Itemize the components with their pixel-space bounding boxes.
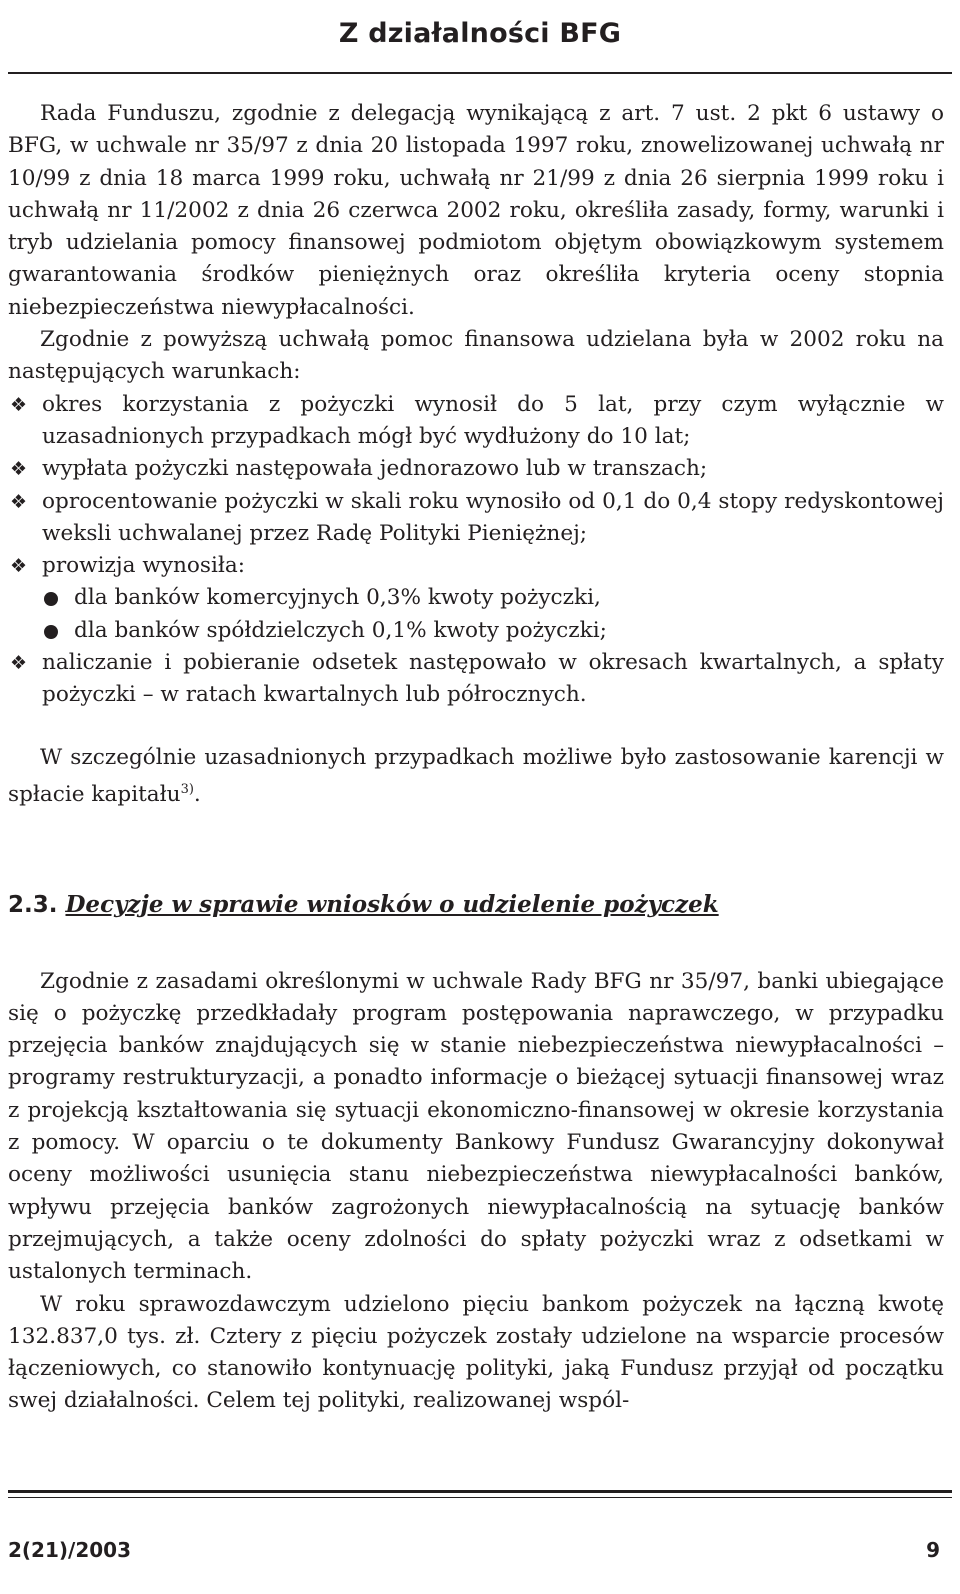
footer-issue: 2(21)/2003 [8, 1538, 131, 1562]
paragraph-3-text: W szczególnie uzasadnionych przypadkach możliwe było zastosowanie karencji w spłacie kapitału [8, 744, 944, 807]
section-heading [8, 889, 944, 921]
list-item-text: prowizja wynosiła: [42, 553, 246, 579]
commission-sublist [42, 582, 944, 647]
diamond-bullet-icon: ❖ [10, 458, 28, 481]
footer-rule-thick [8, 1490, 952, 1493]
diamond-bullet-icon: ❖ [10, 555, 28, 578]
list-item [8, 550, 944, 647]
section-number: 2.3. [8, 892, 58, 919]
conditions-list [8, 389, 944, 712]
paragraph-3-end: . [193, 781, 201, 807]
list-item [8, 389, 944, 454]
page-header-title: Z działalności BFG [338, 18, 622, 49]
dot-bullet-icon [44, 592, 58, 606]
sub-list-item-text: dla banków spółdzielczych 0,1% kwoty pożyczki; [74, 617, 607, 643]
sub-list-item-text: dla banków komercyjnych 0,3% kwoty pożyczki, [74, 585, 601, 611]
section-title: Decyzje w sprawie wniosków o udzielenie pożyczek [65, 891, 719, 919]
paragraph-2: Zgodnie z powyższą uchwałą pomoc finansowa udzielana była w 2002 roku na następujących warunkach: [8, 327, 944, 385]
footer-rule-thin [8, 1497, 952, 1498]
sub-list-item [42, 615, 944, 647]
paragraph-5: W roku sprawozdawczym udzielono pięciu bankom pożyczek na łączną kwotę 132.837,0 tys. zł. Cztery z pięciu pożyczek zostały udzielone na wsparcie procesów łączeniowych, co stanowiło kontynuację polityki, jaką Fundusz przyjął od początku swej działalności. Celem tej polityki, realizowanej wspól- [8, 1291, 944, 1414]
page-body [8, 98, 944, 1418]
list-item-text: naliczanie i pobieranie odsetek następowało w okresach kwartalnych, a spłaty pożyczki – w ratach kwartalnych lub półrocznych. [42, 650, 944, 708]
list-item [8, 647, 944, 712]
paragraph-4: Zgodnie z zasadami określonymi w uchwale Rady BFG nr 35/97, banki ubiegające się o pożyczkę przedkładały program postępowania naprawczego, w przypadku przejęcia banków znajdujących się w stanie niebezpieczeństwa niewypłacalności – programy restrukturyzacji, a ponadto informacje o bieżącej sytuacji finansowej wraz z projekcją kształtowania się sytuacji ekonomiczno-finansowej w okresie korzystania z pomocy. W oparciu o te dokumenty Bankowy Fundusz Gwarancyjny dokonywał oceny możliwości usunięcia stanu niebezpieczeństwa niewypłacalności banków, wpływu przejęcia banków zagrożonych niewypłacalnością na sytuację banków przejmujących, a także oceny zdolności do spłaty pożyczki wraz z odsetkami w ustalonych terminach. [8, 968, 944, 1285]
list-item [8, 486, 944, 551]
list-item [8, 453, 944, 485]
header-rule [8, 72, 952, 74]
dot-bullet-icon [44, 625, 58, 639]
list-item-text: wypłata pożyczki następowała jednorazowo lub w transzach; [42, 456, 708, 482]
list-item-text: okres korzystania z pożyczki wynosił do 5 lat, przy czym wyłącznie w uzasadnionych przypadkach mógł być wydłużony do 10 lat; [42, 391, 944, 449]
list-item-text: oprocentowanie pożyczki w skali roku wynosiło od 0,1 do 0,4 stopy redyskontowej weksli uchwalanej przez Radę Polityki Pieniężnej; [42, 488, 944, 546]
diamond-bullet-icon: ❖ [10, 393, 28, 416]
footnote-reference: 3) [180, 781, 194, 797]
diamond-bullet-icon: ❖ [10, 652, 28, 675]
paragraph-3 [8, 742, 944, 812]
paragraph-1: Rada Funduszu, zgodnie z delegacją wynikającą z art. 7 ust. 2 pkt 6 ustawy o BFG, w uchwale nr 35/97 z dnia 20 listopada 1997 roku, znowelizowanej uchwałą nr 10/99 z dnia 18 marca 1999 roku, uchwałą nr 21/99 z dnia 26 sierpnia 1999 roku i uchwałą nr 11/2002 z dnia 26 czerwca 2002 roku, określiła zasady, formy, warunki i tryb udzielania pomocy finansowej podmiotom objętym obowiązkowym systemem gwarantowania środków pieniężnych oraz określiła kryteria oceny stopnia niebezpieczeństwa niewypłacalności. [8, 101, 944, 320]
diamond-bullet-icon: ❖ [10, 490, 28, 513]
sub-list-item [42, 582, 944, 614]
footer-page-number: 9 [926, 1538, 940, 1562]
